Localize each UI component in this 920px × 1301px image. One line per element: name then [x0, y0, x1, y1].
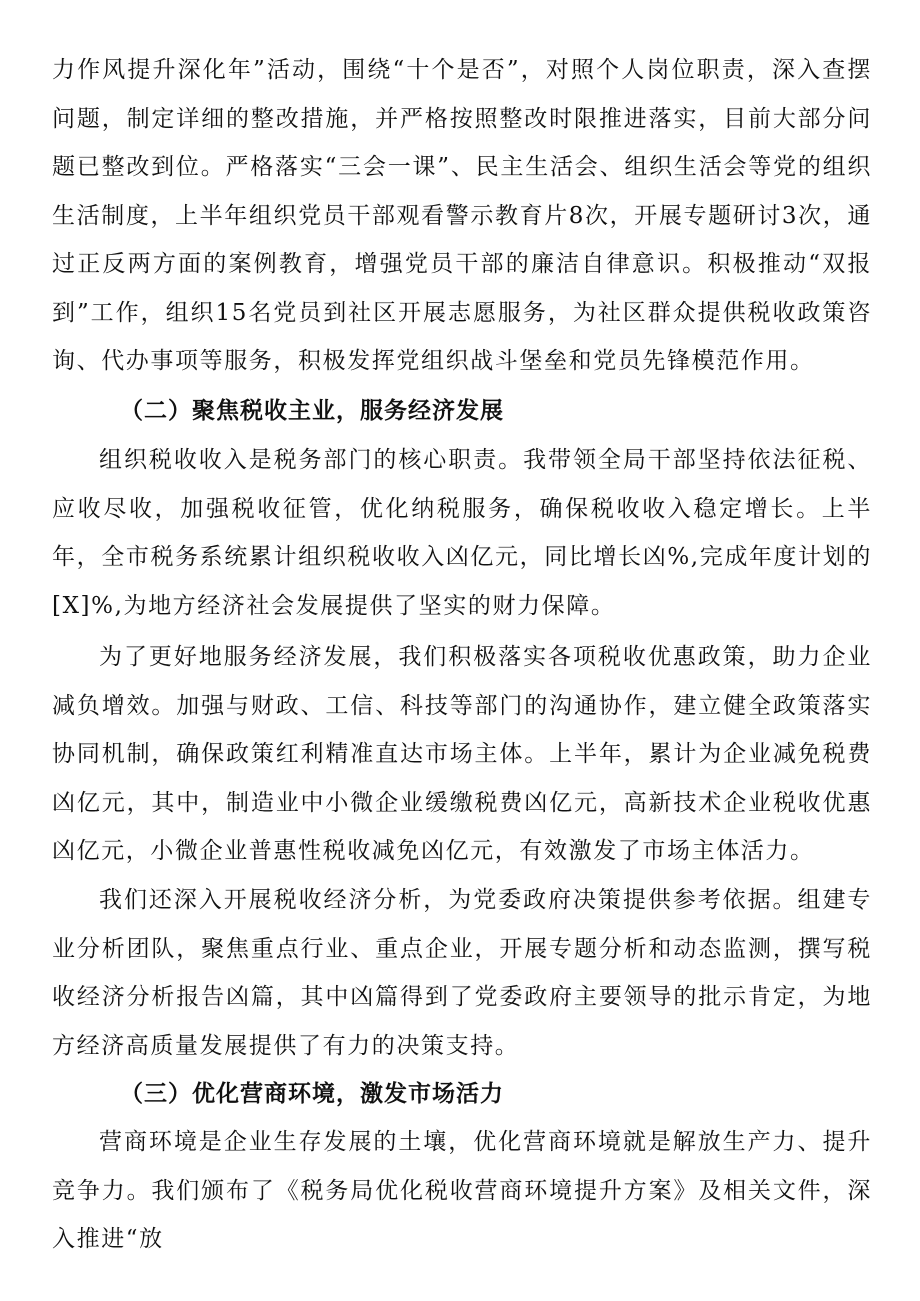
- section-heading-business-environment: （三）优化营商环境，激发市场活力: [120, 1081, 504, 1107]
- section-heading-tax-business: （二）聚焦税收主业，服务经济发展: [120, 398, 504, 424]
- paragraph-tax-revenue: 组织税收收入是税务部门的核心职责。我带领全局干部坚持依法征税、应收尽收，加强税收征管，优化纳税服务，确保税收收入稳定增长。上半年，全市税务系统累计组织税收收入凶亿元，同比增长凶%,完成年度计划的[X]%,为地方经济社会发展提供了坚实的财力保障。: [52, 447, 872, 619]
- paragraph-economic-analysis: 我们还深入开展税收经济分析，为党委政府决策提供参考依据。组建专业分析团队，聚焦重点行业、重点企业，开展专题分析和动态监测，撰写税收经济分析报告凶篇，其中凶篇得到了党委政府主要领导的批示肯定，为地方经济高质量发展提供了有力的决策支持。: [52, 887, 872, 1059]
- paragraph-tax-incentives: 为了更好地服务经济发展，我们积极落实各项税收优惠政策，助力企业减负增效。加强与财政、工信、科技等部门的沟通协作，建立健全政策落实协同机制，确保政策红利精准直达市场主体。上半年，累计为企业减免税费凶亿元，其中，制造业中小微企业缓缴税费凶亿元，高新技术企业税收优惠凶亿元，小微企业普惠性税收减免凶亿元，有效激发了市场主体活力。: [52, 644, 872, 864]
- paragraph-business-environment: 营商环境是企业生存发展的土壤，优化营商环境就是解放生产力、提升竞争力。我们颁布了《税务局优化税收营商环境提升方案》及相关文件，深入推进“放: [52, 1129, 872, 1252]
- paragraph-party-building: 力作风提升深化年”活动，围绕“十个是否”，对照个人岗位职责，深入查摆问题，制定详细的整改措施，并严格按照整改时限推进落实，目前大部分问题已整改到位。严格落实“三会一课”、民主生活会、组织生活会等党的组织生活制度，上半年组织党员干部观看警示教育片8次，开展专题研讨3次，通过正反两方面的案例教育，增强党员干部的廉洁自律意识。积极推动“双报到”工作，组织15名党员到社区开展志愿服务，为社区群众提供税收政策咨询、代办事项等服务，积极发挥党组织战斗堡垒和党员先锋模范作用。: [52, 57, 872, 374]
